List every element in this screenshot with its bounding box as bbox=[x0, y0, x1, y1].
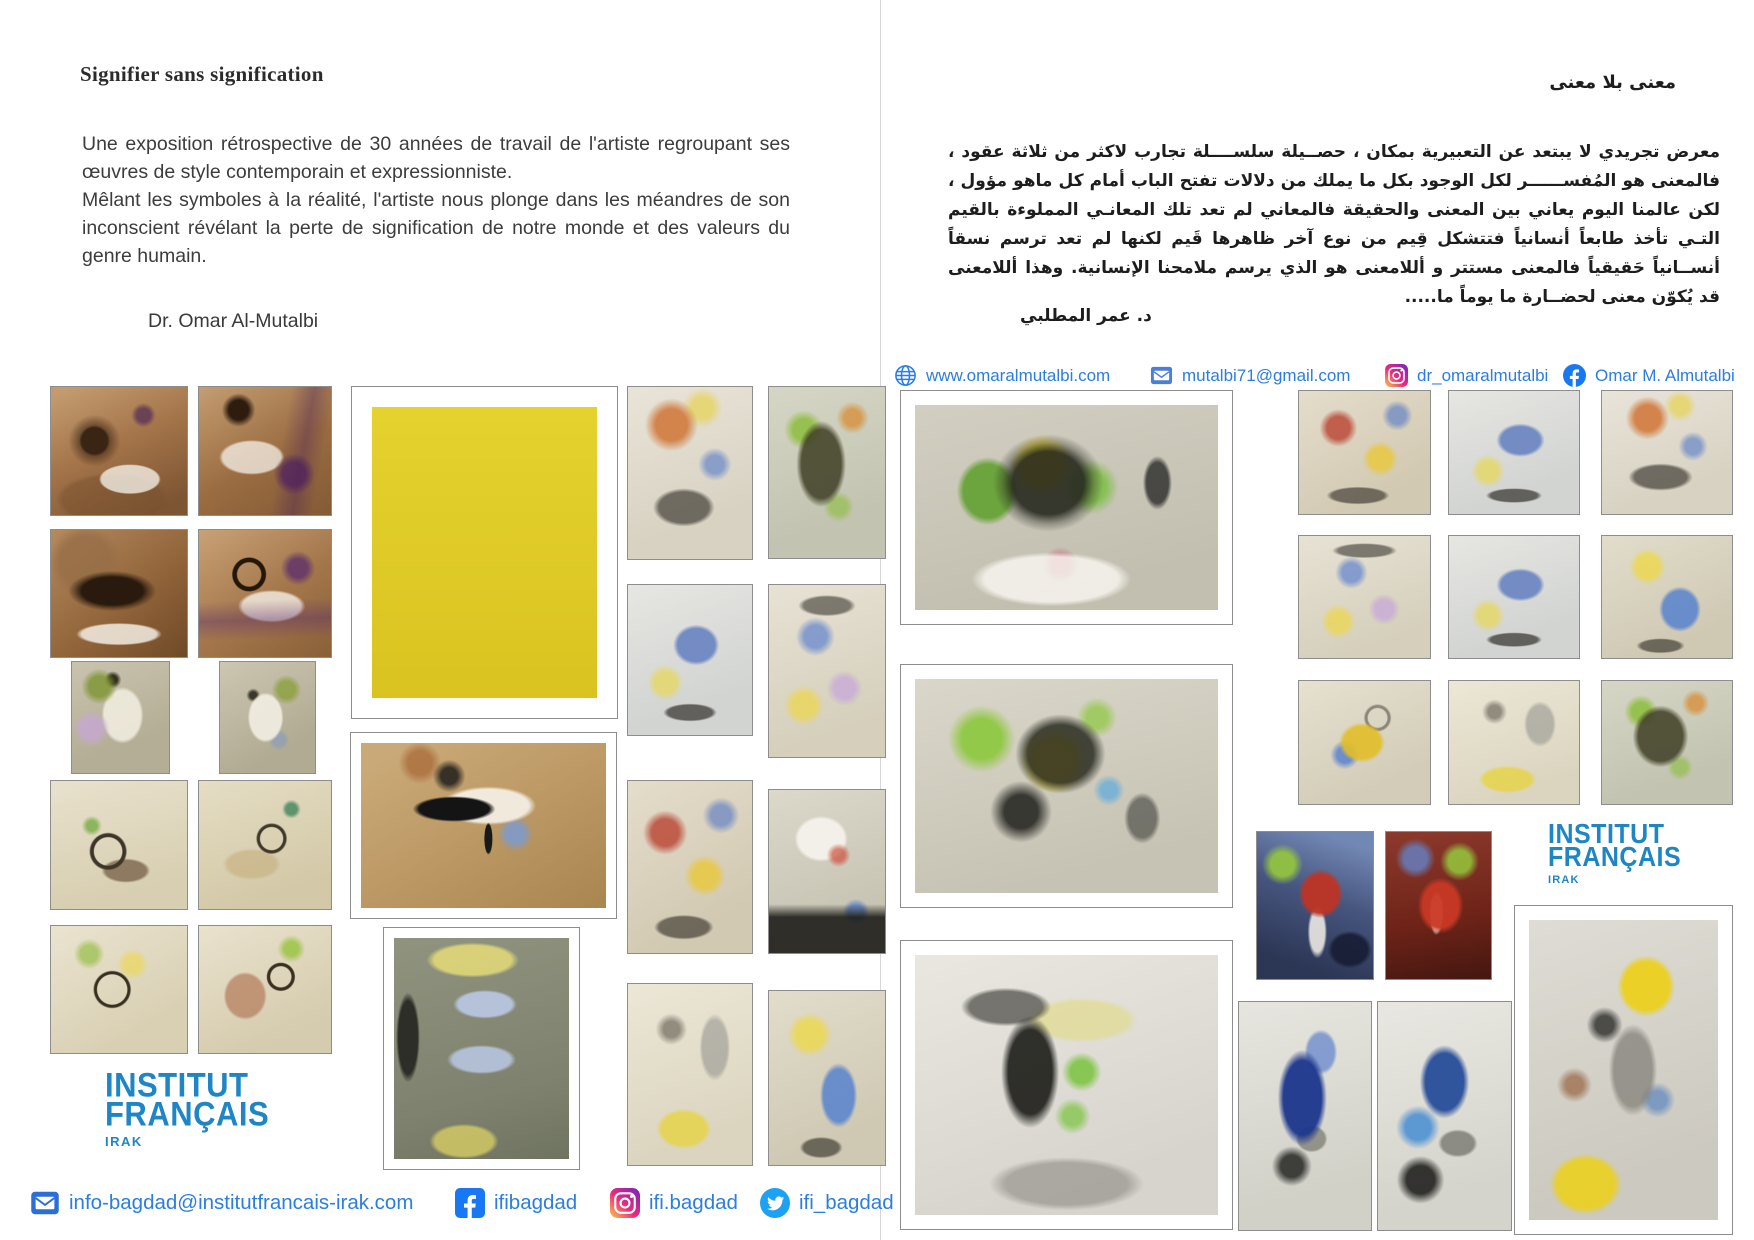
painting-thumbnail bbox=[71, 661, 170, 774]
painting-thumbnail bbox=[627, 584, 753, 736]
logo-line: INSTITUT bbox=[1548, 818, 1665, 850]
instagram-link[interactable] bbox=[1385, 364, 1548, 387]
painting-thumbnail bbox=[768, 789, 886, 954]
painting-thumbnail bbox=[1385, 831, 1492, 980]
painting-thumbnail bbox=[1256, 831, 1374, 980]
facebook-icon bbox=[1563, 364, 1586, 387]
twitter-icon bbox=[760, 1188, 790, 1218]
logo-line: FRANÇAIS bbox=[1548, 841, 1682, 873]
contact-label: info-bagdad@institutfrancais-irak.com bbox=[69, 1191, 414, 1214]
painting-thumbnail bbox=[50, 386, 188, 516]
contact-label: www.omaralmutalbi.com bbox=[926, 365, 1111, 385]
instagram-link[interactable] bbox=[610, 1188, 738, 1218]
facebook-icon bbox=[455, 1188, 485, 1218]
logo-line: INSTITUT bbox=[105, 1065, 249, 1105]
contact-label: ifi_bagdad bbox=[799, 1191, 894, 1214]
painting-featured bbox=[383, 927, 580, 1170]
painting-featured bbox=[351, 386, 618, 719]
painting-thumbnail bbox=[198, 529, 332, 658]
contact-label: ifi.bagdad bbox=[649, 1191, 738, 1214]
email-icon bbox=[30, 1188, 60, 1218]
painting-thumbnail bbox=[1448, 535, 1580, 659]
logo-region: IRAK bbox=[105, 1134, 143, 1150]
painting-thumbnail bbox=[50, 529, 188, 658]
painting-thumbnail bbox=[1298, 680, 1431, 805]
painting-featured bbox=[900, 390, 1233, 625]
painting-thumbnail bbox=[1298, 390, 1431, 515]
paragraph-line: Mêlant les symboles à la réalité, l'artiste nous plonge dans les méandres de son inconscient révélant la perte de signification de notre monde et des valeurs du genre humain. bbox=[82, 189, 790, 267]
instagram-icon bbox=[1385, 364, 1408, 387]
painting-featured bbox=[1514, 905, 1733, 1235]
intro-paragraph-fr bbox=[82, 130, 790, 270]
institut-francais-logo bbox=[1548, 818, 1682, 886]
painting-featured bbox=[900, 940, 1233, 1230]
painting-featured bbox=[900, 664, 1233, 908]
painting-thumbnail bbox=[1448, 680, 1580, 805]
globe-icon bbox=[894, 364, 917, 387]
institut-francais-logo bbox=[105, 1065, 270, 1150]
facebook-link[interactable] bbox=[455, 1188, 577, 1218]
painting-thumbnail bbox=[627, 983, 753, 1166]
page-title-fr: Signifier sans signification bbox=[80, 62, 324, 86]
painting-thumbnail bbox=[198, 925, 332, 1054]
painting-thumbnail bbox=[50, 780, 188, 910]
painting-featured bbox=[350, 732, 617, 919]
painting-thumbnail bbox=[1298, 535, 1431, 659]
painting-thumbnail bbox=[219, 661, 316, 774]
twitter-link[interactable] bbox=[760, 1188, 894, 1218]
painting-thumbnail bbox=[1377, 1001, 1512, 1231]
paragraph-line: Une exposition rétrospective de 30 années de travail de l'artiste regroupant ses œuvres de style contemporain et expressionniste. bbox=[82, 133, 790, 183]
intro-paragraph-ar: معرض تجريدي لا يبتعد عن التعبيرية بمكان ، حصــيلة سلســــلة تجارب لاكثر من ثلاثة عقود ، فالمعنى هو المُفســــــر لكل الوجود بكل ما يملك من دلالات تفتح الباب أمام كل ماهو مؤول ، لكن عالمنا اليوم يعاني بين المعنى والحقيقة فالمعاني لم تعد تلك المعانـي المملوءة بالقيم التـي تأخذ طابعاً أنسانياً فتتشكل قِيم من نوع آخر ظاهرها قَيم لكنها لم تعد ترسم نسقاً أنســانياً حَقيقياً فالمعنى مستتر و أللامعنى هو الذي يرسم ملامحنا الإنسانية. وهذا أللامعنى قد يُكوّن معنى لحضــارة ما يوماً ما..... bbox=[948, 142, 1720, 307]
painting-thumbnail bbox=[1601, 390, 1733, 515]
painting-thumbnail bbox=[1238, 1001, 1372, 1231]
contact-label: mutalbi71@gmail.com bbox=[1182, 365, 1351, 385]
website-link[interactable] bbox=[894, 364, 1110, 387]
instagram-icon bbox=[610, 1188, 640, 1218]
painting-thumbnail bbox=[768, 584, 886, 758]
painting-thumbnail bbox=[627, 386, 753, 560]
page-title-ar: معنى بلا معنى bbox=[1549, 72, 1676, 93]
contact-label: Omar M. Almutalbi bbox=[1595, 365, 1735, 385]
painting-thumbnail bbox=[768, 386, 886, 559]
email-icon bbox=[1150, 364, 1173, 387]
painting-thumbnail bbox=[198, 386, 332, 516]
painting-thumbnail bbox=[1448, 390, 1580, 515]
email-link[interactable] bbox=[1150, 364, 1350, 387]
email-link[interactable] bbox=[30, 1188, 413, 1218]
artist-name-fr: Dr. Omar Al-Mutalbi bbox=[148, 310, 319, 332]
artist-name-ar: د. عمر المطلبي bbox=[1020, 306, 1152, 326]
logo-line: FRANÇAIS bbox=[105, 1094, 270, 1133]
painting-thumbnail bbox=[768, 990, 886, 1166]
painting-thumbnail bbox=[627, 780, 753, 954]
contact-label: ifibagdad bbox=[494, 1191, 578, 1214]
painting-thumbnail bbox=[1601, 535, 1733, 659]
painting-thumbnail bbox=[198, 780, 332, 910]
painting-thumbnail bbox=[50, 925, 188, 1054]
painting-thumbnail bbox=[1601, 680, 1733, 805]
contact-label: dr_omaralmutalbi bbox=[1417, 365, 1549, 385]
logo-region: IRAK bbox=[1548, 874, 1580, 886]
facebook-link[interactable] bbox=[1563, 364, 1735, 387]
